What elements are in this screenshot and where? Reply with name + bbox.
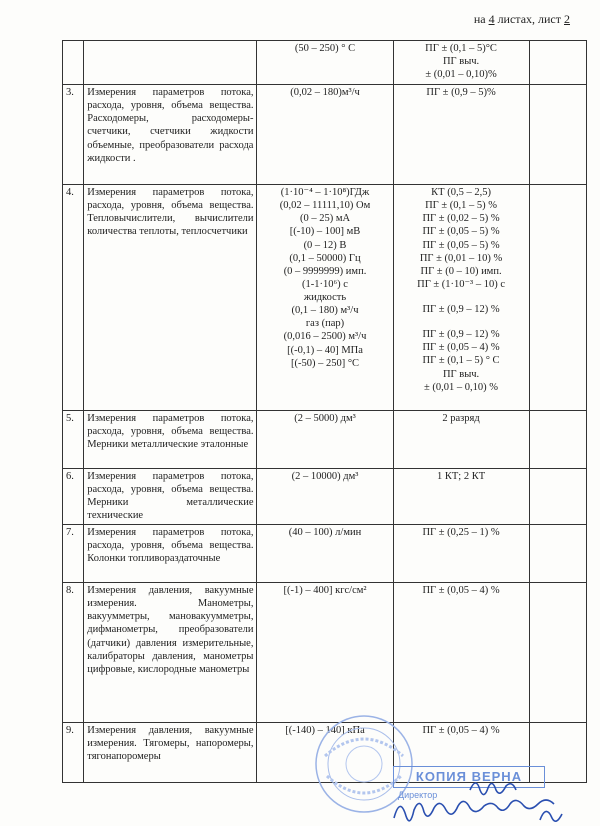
- accuracy-line: ± (0,01 – 0,10) %: [424, 381, 499, 393]
- accuracy-line: ПГ выч.: [442, 56, 480, 68]
- range-line: (0 – 12) В: [303, 239, 347, 251]
- row-number: 4.: [63, 185, 84, 411]
- accuracy-class: [393, 469, 529, 525]
- range-line: (0,1 – 180) м³/ч: [291, 305, 359, 317]
- range-line: (1-1·10⁶) с: [302, 278, 348, 290]
- range-line: [(-0,1) – 40] МПа: [287, 344, 363, 356]
- page-counter: [474, 12, 570, 27]
- range-line: газ (пар): [305, 318, 345, 330]
- row-number: 5.: [63, 411, 84, 469]
- range-line: (50 – 250) ° С: [294, 43, 356, 54]
- accuracy-class: [393, 525, 529, 583]
- accuracy-line: ПГ ± (0,05 – 5) %: [422, 239, 500, 251]
- table-row: [63, 185, 587, 411]
- range-line: (0 – 25) мА: [299, 213, 351, 225]
- row-number: 8.: [63, 583, 84, 723]
- range-line: (0,1 – 50000) Гц: [289, 252, 361, 264]
- measurement-description: [84, 411, 257, 469]
- measurement-range: [257, 411, 393, 469]
- table-row: [63, 411, 587, 469]
- accuracy-line: ПГ ± (0,9 – 12) %: [422, 304, 500, 315]
- accuracy-line: ПГ ± (0,9 – 5)%: [426, 87, 496, 98]
- description-text: Измерения параметров потока, расхода, уровня, объема вещества. Тепловычислители, вычислители количества теплоты, теплосчетчики: [87, 187, 254, 238]
- range-line: (40 – 100) л/мин: [288, 527, 362, 538]
- range-line: [(-50) – 250] °С: [290, 357, 360, 369]
- accuracy-line: ПГ ± (0,05 – 4) %: [422, 342, 500, 354]
- measurement-description: [84, 723, 257, 783]
- accuracy-line: ПГ ± (0,1 – 5) %: [425, 200, 497, 212]
- measurement-range: [257, 469, 393, 525]
- range-line: жидкость: [303, 292, 347, 303]
- notes-cell: [529, 85, 586, 185]
- page-counter-middle: листах, лист: [497, 12, 561, 26]
- handwritten-signature: [390, 770, 590, 826]
- range-line: (2 – 10000) дм³: [291, 471, 359, 482]
- accuracy-line: ПГ ± (0,1 – 5) ° С: [422, 355, 500, 367]
- measurement-description: [84, 185, 257, 411]
- measurement-range: [257, 185, 393, 411]
- range-line: [(-1) – 400] кгс/см²: [283, 585, 367, 596]
- accuracy-class: [393, 411, 529, 469]
- row-number: 3.: [63, 85, 84, 185]
- measurement-description: [84, 525, 257, 583]
- measurement-description: [84, 41, 257, 85]
- accuracy-line: ПГ ± (0,9 – 12) %: [422, 329, 500, 341]
- accuracy-line: [397, 316, 526, 328]
- accuracy-line: ПГ ± (0,05 – 4) %: [422, 725, 500, 736]
- range-line: (0,02 – 11111,10) Ом: [279, 200, 371, 212]
- accuracy-line: ПГ ± (1·10⁻³ – 10) с: [417, 278, 505, 290]
- range-line: (0 – 9999999) имп.: [283, 265, 367, 277]
- accuracy-line: ПГ ± (0,01 – 10) %: [419, 252, 503, 264]
- range-line: [(-140) – 140] кПа: [285, 725, 365, 736]
- measurement-description: [84, 583, 257, 723]
- accuracy-line: КТ (0,5 – 2,5): [431, 187, 491, 198]
- description-text: Измерения параметров потока, расхода, уровня, объема вещества. Расходомеры, расходомеры-счетчики, счетчики жидкости объемные, преобразователи расхода жидкости .: [87, 87, 254, 164]
- description-text: Измерения давления, вакуумные измерения. Манометры, вакуумметры, мановакуумметры, дифманометры, преобразователи (датчики) давления измерительные, калибраторы давления, манометры цифровые, кислородные манометры: [87, 585, 254, 675]
- measurement-description: [84, 85, 257, 185]
- description-text: Измерения давления, вакуумные измерения. Тягомеры, напоромеры, тягонапоромеры: [87, 725, 254, 763]
- accuracy-class: [393, 85, 529, 185]
- notes-cell: [529, 185, 586, 411]
- range-line: (0,016 – 2500) м³/ч: [283, 331, 367, 343]
- row-number: 7.: [63, 525, 84, 583]
- accuracy-line: ПГ выч.: [442, 368, 480, 380]
- range-line: (2 – 5000) дм³: [294, 413, 356, 424]
- measurement-description: [84, 469, 257, 525]
- accuracy-line: ПГ ± (0,05 – 4) %: [422, 585, 500, 596]
- table-row: [63, 41, 587, 85]
- measurement-range: [257, 41, 393, 85]
- row-number: 6.: [63, 469, 84, 525]
- description-text: Измерения параметров потока, расхода, уровня, объема вещества. Колонки топливораздаточные: [87, 527, 254, 565]
- accreditation-table: [62, 40, 587, 783]
- table-row: [63, 85, 587, 185]
- row-number: [63, 41, 84, 85]
- table-row: [63, 469, 587, 525]
- measurement-range: [257, 583, 393, 723]
- accuracy-line: ± (0,01 – 0,10)%: [425, 69, 497, 81]
- row-number: 9.: [63, 723, 84, 783]
- range-line: [(-10) – 100] мВ: [289, 226, 361, 238]
- range-line: (0,02 – 180)м³/ч: [290, 87, 360, 98]
- accuracy-line: 2 разряд: [442, 413, 480, 424]
- accuracy-line: ПГ ± (0,05 – 5) %: [422, 226, 500, 238]
- accuracy-class: [393, 185, 529, 411]
- measurement-range: [257, 85, 393, 185]
- description-text: Измерения параметров потока, расхода, уровня, объема вещества. Мерники металлические технические: [87, 471, 254, 522]
- table-row: [63, 525, 587, 583]
- accuracy-line: ПГ ± (0,1 – 5)°С: [425, 43, 497, 54]
- notes-cell: [529, 583, 586, 723]
- accuracy-class: [393, 41, 529, 85]
- range-line: (1·10⁻⁴ – 1·10⁸)ГДж: [280, 187, 370, 198]
- accuracy-class: [393, 583, 529, 723]
- accuracy-line: ПГ ± (0,02 – 5) %: [422, 213, 500, 225]
- sheet-count: 4: [488, 12, 495, 26]
- copy-verified-label: КОПИЯ ВЕРНА: [415, 769, 523, 784]
- accuracy-line: ПГ ± (0 – 10) имп.: [420, 265, 502, 277]
- accuracy-line: [397, 291, 526, 303]
- director-label: Директор: [398, 790, 438, 800]
- page-counter-prefix: на: [473, 12, 486, 26]
- notes-cell: [529, 525, 586, 583]
- page-number: 2: [564, 12, 570, 26]
- accuracy-line: 1 КТ; 2 КТ: [436, 471, 486, 482]
- notes-cell: [529, 411, 586, 469]
- measurement-range: [257, 525, 393, 583]
- notes-cell: [529, 41, 586, 85]
- description-text: Измерения параметров потока, расхода, уровня, объема вещества. Мерники металлические эталонные: [87, 413, 254, 451]
- accuracy-line: ПГ ± (0,25 – 1) %: [422, 527, 500, 538]
- table-row: [63, 583, 587, 723]
- notes-cell: [529, 469, 586, 525]
